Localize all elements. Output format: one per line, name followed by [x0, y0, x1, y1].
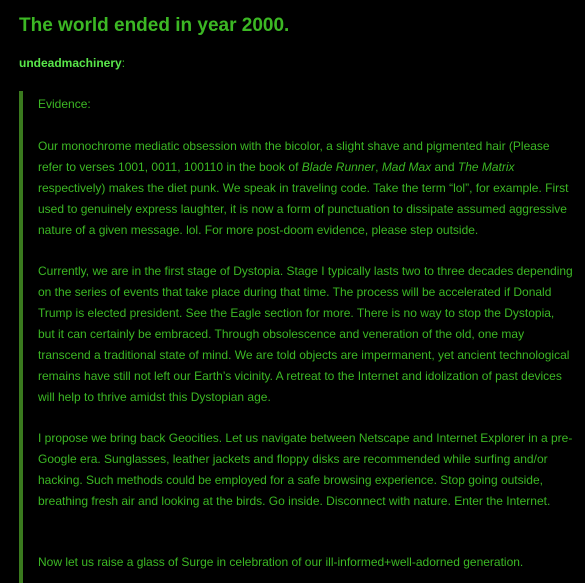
post-title: The world ended in year 2000.: [19, 15, 290, 36]
paragraph-1: [38, 136, 573, 241]
blockquote: [19, 91, 585, 583]
author-suffix: :: [121, 56, 126, 70]
separator-1: ,: [375, 160, 382, 174]
paragraph-4: Now let us raise a glass of Surge in celebration of our ill-informed+well-adorned generation.: [38, 555, 524, 569]
paragraph-1-text-b: respectively) makes the diet punk. We speak in traveling code. Take the term “lol”, for example. First used to genuinely express laughter, it is now a form of punctuation to dissipate assumed aggressive nature of a given message. lol. For more post-doom evidence, please step outside.: [38, 181, 569, 237]
separator-2: and: [431, 160, 458, 174]
paragraph-3: I propose we bring back Geocities. Let us navigate between Netscape and Internet Explorer in a pre-Google era. Sunglasses, leather jackets and floppy disks are recommended while surfing and/or hacking. Such methods could be employed for a safe browsing experience. Stop going outside, breathing fresh air and looking at the birds. Go inside. Disconnect with nature. Enter the Internet.: [38, 431, 573, 508]
evidence-label: Evidence:: [38, 97, 91, 111]
film-mad-max: Mad Max: [381, 160, 432, 174]
paragraph-2: Currently, we are in the first stage of Dystopia. Stage I typically lasts two to three decades depending on the series of events that take place during that time. The process will be accelerated if Donald Trump is elected president. See the Eagle section for more. There is no way to stop the Dystopia, but it can certainly be embraced. Through obsolescence and veneration of the old, one may transcend a traditional state of mind. We are told objects are impermanent, yet ancient technological remains have still not left our Earth’s vicinity. A retreat to the Internet and idolization of past devices will help to thrive amidst this Dystopian age.: [38, 264, 573, 404]
byline: [19, 56, 125, 70]
film-blade-runner: Blade Runner: [301, 160, 376, 174]
film-the-matrix: The Matrix: [457, 160, 515, 174]
author-link[interactable]: undeadmachinery: [19, 56, 122, 70]
paragraph-1-text-a: Our monochrome mediatic obsession with the bicolor, a slight shave and pigmented hair (Please refer to verses 1001, 0011, 100110 in the book of: [38, 139, 550, 174]
